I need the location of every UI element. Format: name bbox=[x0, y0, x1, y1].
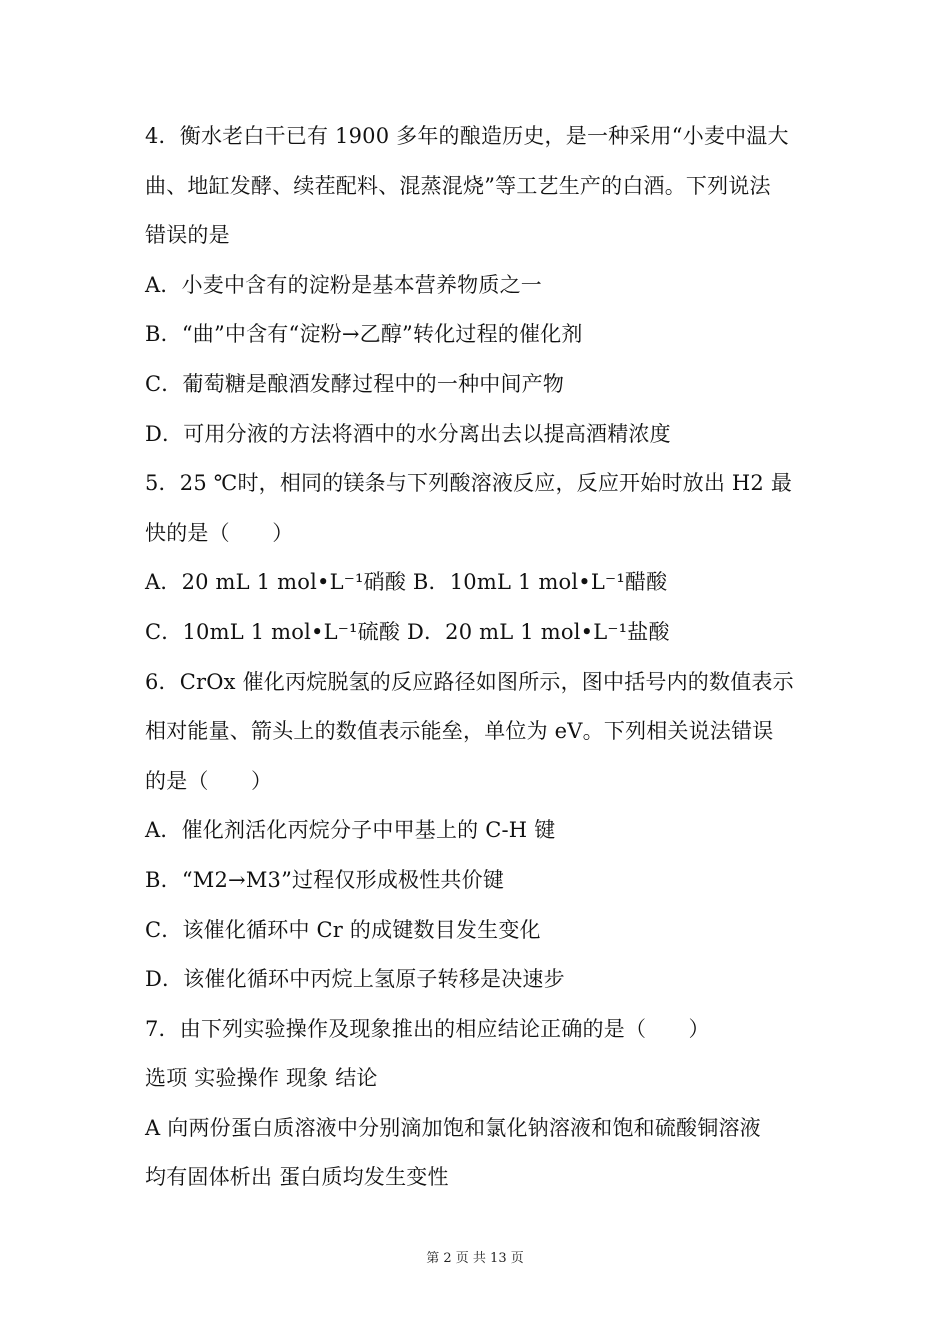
q7-row-a-line-2: 均有固体析出 蛋白质均发生变性 bbox=[145, 1165, 449, 1190]
q4-option-d: D．可用分液的方法将酒中的水分离出去以提高酒精浓度 bbox=[145, 421, 671, 446]
q7-table-header: 选项 实验操作 现象 结论 bbox=[145, 1066, 378, 1091]
q4-stem-line-2: 曲、地缸发酵、续茬配料、混蒸混烧”等工艺生产的白酒。下列说法 bbox=[145, 173, 771, 198]
document-body bbox=[145, 112, 810, 1203]
q6-option-a: A．催化剂活化丙烷分子中甲基上的 C-H 键 bbox=[145, 818, 556, 843]
q6-option-d: D．该催化循环中丙烷上氢原子转移是决速步 bbox=[145, 967, 565, 992]
q6-stem-line-2: 相对能量、箭头上的数值表示能垒，单位为 eV。下列相关说法错误 bbox=[145, 719, 774, 744]
q5-options-cd: C．10mL 1 mol•L⁻¹硫酸 D．20 mL 1 mol•L⁻¹盐酸 bbox=[145, 619, 670, 644]
q6-stem-line-1: 6．CrOx 催化丙烷脱氢的反应路径如图所示，图中括号内的数值表示 bbox=[145, 669, 794, 694]
q7-stem: 7．由下列实验操作及现象推出的相应结论正确的是（ ） bbox=[145, 1016, 710, 1041]
q5-stem-line-2: 快的是（ ） bbox=[145, 520, 294, 545]
q5-options-ab: A．20 mL 1 mol•L⁻¹硝酸 B．10mL 1 mol•L⁻¹醋酸 bbox=[145, 570, 668, 595]
q4-option-a: A．小麦中含有的淀粉是基本营养物质之一 bbox=[145, 272, 542, 297]
q6-option-c: C．该催化循环中 Cr 的成键数目发生变化 bbox=[145, 917, 541, 942]
q4-option-c: C．葡萄糖是酿酒发酵过程中的一种中间产物 bbox=[145, 371, 565, 396]
q6-option-b: B．“M2→M3”过程仅形成极性共价键 bbox=[145, 867, 505, 892]
q4-stem-line-1: 4．衡水老白干已有 1900 多年的酿造历史，是一种采用“小麦中温大 bbox=[145, 124, 789, 148]
page-footer: 第 2 页 共 13 页 bbox=[426, 1251, 524, 1266]
q6-stem-line-3: 的是（ ） bbox=[145, 768, 273, 793]
q5-stem-line-1: 5．25 ℃时，相同的镁条与下列酸溶液反应，反应开始时放出 H2 最 bbox=[145, 471, 793, 496]
q7-row-a-line-1: A 向两份蛋白质溶液中分别滴加饱和氯化钠溶液和饱和硫酸铜溶液 bbox=[145, 1115, 761, 1140]
q4-stem-line-3: 错误的是 bbox=[145, 223, 230, 248]
q4-option-b: B．“曲”中含有“淀粉→乙醇”转化过程的催化剂 bbox=[145, 322, 583, 347]
